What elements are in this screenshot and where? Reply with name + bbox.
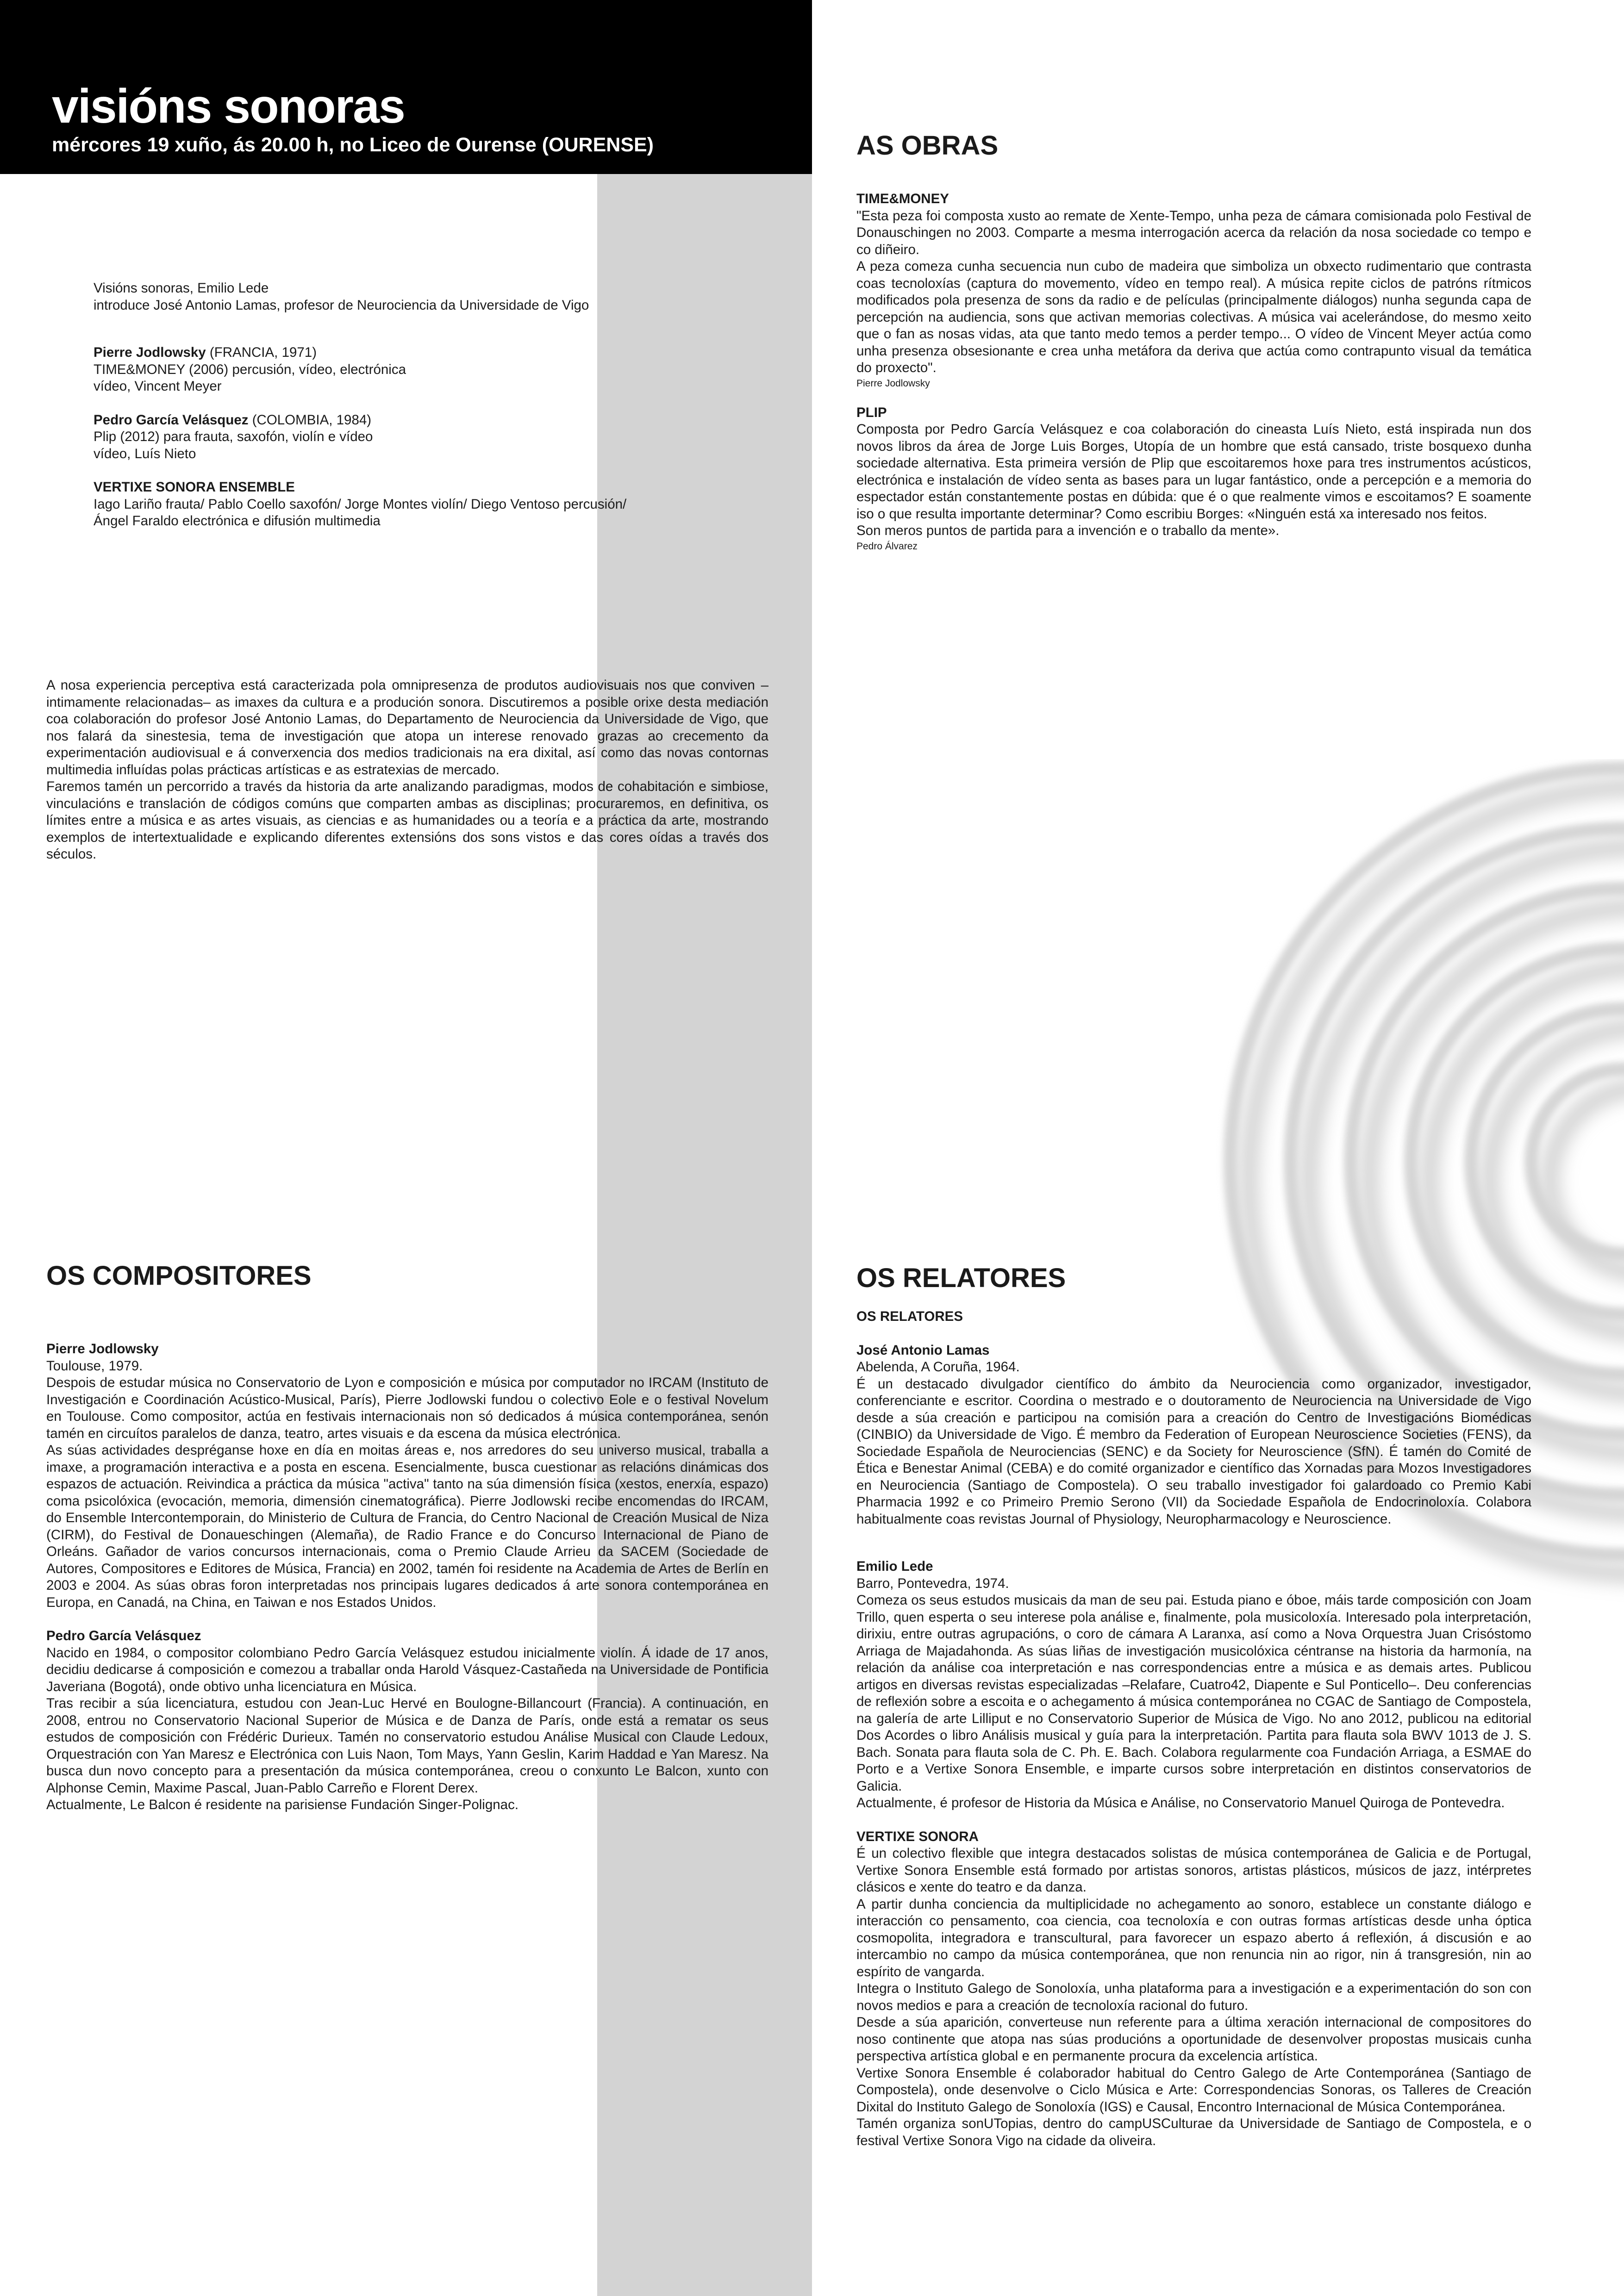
- speaker-paragraph: Vertixe Sonora Ensemble é colaborador habitual do Centro Galego de Arte Contemporánea (Santiago de Compostela), onde desenvolve o Ciclo Música e Arte: Correspondencias Sonoras, os Talleres de Creación Dixital do Instituto Galego de Sonoloxía (IGS) e Causal, Encontro Internacional de Música Contemporánea.: [856, 2065, 1531, 2115]
- work-title: TIME&MONEY: [856, 191, 949, 206]
- compositores-heading: OS COMPOSITORES: [46, 1261, 312, 1291]
- speaker-name: Emilio Lede: [856, 1559, 933, 1574]
- work-paragraph: Son meros puntos de partida para a invención e o traballo da mente».: [856, 523, 1280, 538]
- speaker-paragraph: Integra o Instituto Galego de Sonoloxía, unha plataforma para a investigación e a experimentación do son con novos medios e para a creación de tecnoloxía racional do futuro.: [856, 1981, 1531, 2013]
- composer-name: Pedro García Velásquez: [94, 412, 249, 428]
- speaker-paragraph: A partir dunha conciencia da multiplicidade no achegamento ao sonoro, establece un constante diálogo e interacción co pensamento, coa ciencia, coa tecnoloxía e con outras formas artísticas desde unha óptica cosmopolita, integradora e transcultural, para favorecer un espazo aberto á reflexión, á discusión e ao intercambio no campo da música contemporánea, que non renuncia nin ao rigor, nin á transgresión, nin ao espírito de vangarda.: [856, 1896, 1531, 1979]
- work-paragraph: "Esta peza foi composta xusto ao remate de Xente-Tempo, unha peza de cámara comisionada polo Festival de Donauschingen no 2003. Comparte a mesma interrogación acerca da relación da nosa sociedade co tempo e co diñeiro.: [856, 208, 1531, 257]
- work-title: PLIP: [856, 404, 887, 420]
- relatores-subheading: OS RELATORES: [856, 1309, 963, 1324]
- speaker-name: José Antonio Lamas: [856, 1342, 990, 1358]
- speaker-paragraph: Tamén organiza sonUTopias, dentro do campUSCulturae da Universidade de Santiago de Compostela, e o festival Vertixe Sonora Vigo na cidade da oliveira.: [856, 2116, 1531, 2148]
- composer-paragraph: Tras recibir a súa licenciatura, estudou con Jean-Luc Hervé en Boulogne-Billancourt (Francia). A continuación, en 2008, entrou no Conservatorio Nacional Superior de Música e de Danza de París, onde está a rematar os seus estudos de composición con Frédéric Durieux. Tamén no conservatorio estudou Análise Musical con Claude Ledoux, Orquestración con Yan Maresz e Electrónica con Luis Naon, Tom Mays, Yann Geslin, Karim Haddad e Yan Maresz. Na busca dun novo concepto para a presentación da música contemporánea, creou o conxunto Le Balcon, xunto con Alphonse Cemin, Maxime Pascal, Juan-Pablo Carreño e Florent Derex.: [46, 1696, 768, 1796]
- composer-name: Pedro García Velásquez: [46, 1628, 201, 1643]
- work-author: Pierre Jodlowsky: [856, 378, 930, 389]
- speaker-place: Abelenda, A Coruña, 1964.: [856, 1359, 1020, 1375]
- speaker-paragraph: Comeza os seus estudos musicais da man de seu pai. Estuda piano e óboe, máis tarde composición con Joam Trillo, quen esperta o seu interese pola análise e, finalmente, pola musicoloxía. Interesado pola interpretación, dirixiu, entre outras agrupacións, o coro de cámara A Laranxa, así como a Nova Orquestra Juan Crisóstomo Arriaga de Majadahonda. As súas liñas de investigación musicolóxica céntranse na historia da harmonía, na relación da análise coa interpretación e nas correspondencias entre a música e as demais artes. Publicou artigos en diversas revistas especializadas –Relafare, Cuatro42, Diapente e Sul Ponticello–. Deu conferencias de reflexión sobre a escoita e o achegamento á música contemporánea no CGAC de Santiago de Compostela, na galería de arte Lilliput e no Conservatorio Superior de Música de Vigo. No ano 2012, publicou na editorial Dos Acordes o libro Análisis musical y guía para la interpretación. Partita para flauta sola BWV 1013 de J. S. Bach. Sonata para flauta sola de C. Ph. E. Bach. Colabora regularmente coa Fundación Arriaga, a ESMAE do Porto e a Vertixe Sonora Ensemble, e imparte cursos sobre interpretación en distintos conservatorios de Galicia.: [856, 1593, 1531, 1794]
- speaker-paragraph: É un colectivo flexible que integra destacados solistas de música contemporánea de Galicia e de Portugal, Vertixe Sonora Ensemble está formado por artistas sonoros, artistas plásticos, músicos de jazz, intérpretes clásicos e xente do teatro e da danza.: [856, 1846, 1531, 1895]
- ensemble-line: Iago Lariño frauta/ Pablo Coello saxofón/ Jorge Montes violín/ Diego Ventoso percusión/: [94, 496, 627, 512]
- piece-video-line: vídeo, Luís Nieto: [94, 446, 196, 461]
- intro-paragraph: Faremos tamén un percorrido a través da historia da arte analizando paradigmas, modos de cohabitación e simbiose, vinculacións e translación de códigos comúns que comparten ambas as disciplinas; procuraremos, en definitiva, os límites entre a música e as artes visuais, as ciencias e as humanidades ou a teoría e a práctica da arte, mostrando exemplos de intertextualidade e explicando diferentes extensións dos sons vistos e das cores oídas a través dos séculos.: [46, 779, 768, 862]
- composer-name: Pierre Jodlowsky: [46, 1341, 159, 1356]
- composer-origin: (COLOMBIA, 1984): [248, 412, 372, 428]
- work-author: Pedro Álvarez: [856, 541, 918, 552]
- speaker-name: VERTIXE SONORA: [856, 1829, 979, 1844]
- work-paragraph: A peza comeza cunha secuencia nun cubo de madeira que simboliza un obxecto rudimentario que contrasta coas tecnoloxías (captura do movemento, vídeo en tempo real). A música repite ciclos de patróns rítmicos modificados pola presenza de sons da radio e de películas (principalmente diálogos) nunha segunda capa de percepción na audiencia, sons que activan memorias colectivas. A música vai acelerándose, do mesmo xeito que o fan as nosas vidas, ata que tanto medo temos a perder tempo... O vídeo de Vincent Meyer actúa como unha presenza obsesionante e crea unha metáfora da deriva que actúa como contrapunto visual da temática do proxecto".: [856, 259, 1531, 375]
- composer-origin: (FRANCIA, 1971): [206, 345, 317, 360]
- composer-name: Pierre Jodlowsky: [94, 345, 206, 360]
- ensemble-line: Ángel Faraldo electrónica e difusión multimedia: [94, 513, 381, 529]
- relatores-heading: OS RELATORES: [856, 1263, 1066, 1293]
- piece-video-line: vídeo, Vincent Meyer: [94, 379, 222, 394]
- composer-paragraph: Despois de estudar música no Conservatorio de Lyon e composición e música por computador no IRCAM (Instituto de Investigación e Coordinación Acústico-Musical, París), Pierre Jodlowski fundou o colectivo Eole e o festival Novelum en Toulouse. Como compositor, actúa en festivais internacionais non só dedicados á música contemporánea, senón tamén en circuítos paralelos de danza, teatro, artes visuais e da escena da música electrónica.: [46, 1375, 768, 1441]
- speaker-paragraph: Desde a súa aparición, converteuse nun referente para a última xeración internacional de compositores do noso continente que atopa nas súas producións a oportunidade de desenvolver propostas musicais cunha perspectiva artística global e en permanente procura da excelencia artística.: [856, 2015, 1531, 2064]
- speaker-paragraph: Actualmente, é profesor de Historia da Música e Análise, no Conservatorio Manuel Quiroga de Pontevedra.: [856, 1795, 1505, 1811]
- relatores-block: [856, 1308, 1531, 2149]
- composer-place: Toulouse, 1979.: [46, 1358, 143, 1374]
- event-subtitle: mércores 19 xuño, ás 20.00 h, no Liceo de Ourense (OURENSE): [52, 134, 654, 156]
- programme-piece-1: [94, 344, 742, 361]
- intro-text: [46, 677, 768, 863]
- composer-paragraph: Actualmente, Le Balcon é residente na parisiense Fundación Singer-Polignac.: [46, 1797, 519, 1812]
- speaker-paragraph: É un destacado divulgador científico do ámbito da Neurociencia como organizador, investigador, conferenciante e escritor. Coordina o mestrado e o doutoramento de Neurociencia na Universidade de Vigo desde a súa creación e participou na comisión para a creación do Centro de Investigacións Biomédicas (CINBIO) da Universidade de Vigo. É membro da Federation of European Neuroscience Societies (FENS), da Sociedade Española de Neurociencias (SENC) e da Society for Neuroscience (SfN). É tamén do Comité de Ética e Benestar Animal (CEBA) e do comité organizador e científico das Xornadas para Mozos Investigadores en Neurociencia (Santiago de Compostela). O seu traballo investigador foi galardoado co Premio Kabi Pharmacia 1992 e co Primeiro Premio Serono (VII) da Sociedade Española de Endocrinoloxía. Colabora habitualmente coas revistas Journal of Physiology, Neuropharmacology e Neuroscience.: [856, 1376, 1531, 1527]
- page-title: visións sonoras: [52, 80, 405, 133]
- programme-piece-2: [94, 412, 742, 429]
- composer-paragraph: Nacido en 1984, o compositor colombiano Pedro García Velásquez estudou inicialmente violín. Á idade de 17 anos, decidiu dedicarse á composición e comezou a traballar onda Harold Vásquez-Castañeda na Universidade de Pontificia Javeriana (Bogotá), onde obtivo unha licenciatura en Música.: [46, 1645, 768, 1694]
- header-block: [0, 0, 812, 174]
- piece-work-line: TIME&MONEY (2006) percusión, vídeo, electrónica: [94, 361, 406, 377]
- speaker-place: Barro, Pontevedra, 1974.: [856, 1575, 1009, 1591]
- obras-block: [856, 191, 1531, 554]
- piece-work-line: Plip (2012) para frauta, saxofón, violín e vídeo: [94, 429, 373, 444]
- intro-paragraph: A nosa experiencia perceptiva está caracterizada pola omnipresenza de produtos audiovisuais nos que conviven –intimamente relacionadas– as imaxes da cultura e a produción sonora. Discutiremos a posible orixe desta mediación coa colaboración do profesor José Antonio Lamas, do Departamento de Neurociencia da Universidade de Vigo, que nos falará da sinestesia, tema de investigación que atopa un interese renovado grazas ao crecemento da experimentación audiovisual e á converxencia dos medios tradicionais na era dixital, así como das novas contornas multimedia influídas polas prácticas artísticas e as estratexias de mercado.: [46, 678, 768, 778]
- composer-paragraph: As súas actividades despréganse hoxe en día en moitas áreas e, nos arredores do seu universo musical, traballa a imaxe, a programación interactiva e a posta en escena. Esencialmente, busca cuestionar as relacións dinámicas dos espazos de actuación. Reivindica a práctica da música "activa" tanto na súa dimensión física (xestos, enerxía, espazo) coma psicolóxica (evocación, memoria, dimensión cinematográfica). Pierre Jodlowski recibe encomendas do IRCAM, do Ensemble Intercontemporain, do Ministerio de Cultura de Francia, do Centro Nacional de Creación Musical de Niza (CIRM), do Festival de Donaueschingen (Alemaña), de Radio France e do Concurso Internacional de Piano de Orleáns. Gañador de varios concursos internacionais, coma o Premio Claude Arrieu da SACEM (Sociedade de Autores, Compositores e Editores de Música, Francia) en 2002, tamén foi residente na Academia de Artes de Berlín en 2003 e 2004. As súas obras foron interpretadas nos principais lugares dedicados á arte sonora contemporánea en Europa, en Canadá, na China, en Taiwan e nos Estados Unidos.: [46, 1443, 768, 1610]
- work-paragraph: Composta por Pedro García Velásquez e coa colaboración do cineasta Luís Nieto, está inspirada nun dos novos libros da área de Jorge Luis Borges, Utopía de un hombre que está cansado, triste bosquexo dunha sociedade alternativa. Esta primeira versión de Plip que escoitaremos hoxe para tres instrumentos acústicos, electrónica e instalación de vídeo senta as bases para un lugar fantástico, onde a percepción e a memoria do espectador están constantemente postas en dúbida: que é o que realmente vimos e escoitamos? E soamente iso o que resulta importante determinar? Como escribiu Borges: «Ninguén está xa interesado nos feitos.: [856, 422, 1531, 522]
- programme-intro-line: Visións sonoras, Emilio Lede: [94, 280, 269, 296]
- ensemble-name: VERTIXE SONORA ENSEMBLE: [94, 479, 295, 495]
- programme-intro-line: introduce José Antonio Lamas, profesor de Neurociencia da Universidade de Vigo: [94, 297, 589, 313]
- obras-heading: AS OBRAS: [856, 131, 999, 161]
- compositores-block: [46, 1341, 768, 1814]
- programme-block: [94, 280, 742, 530]
